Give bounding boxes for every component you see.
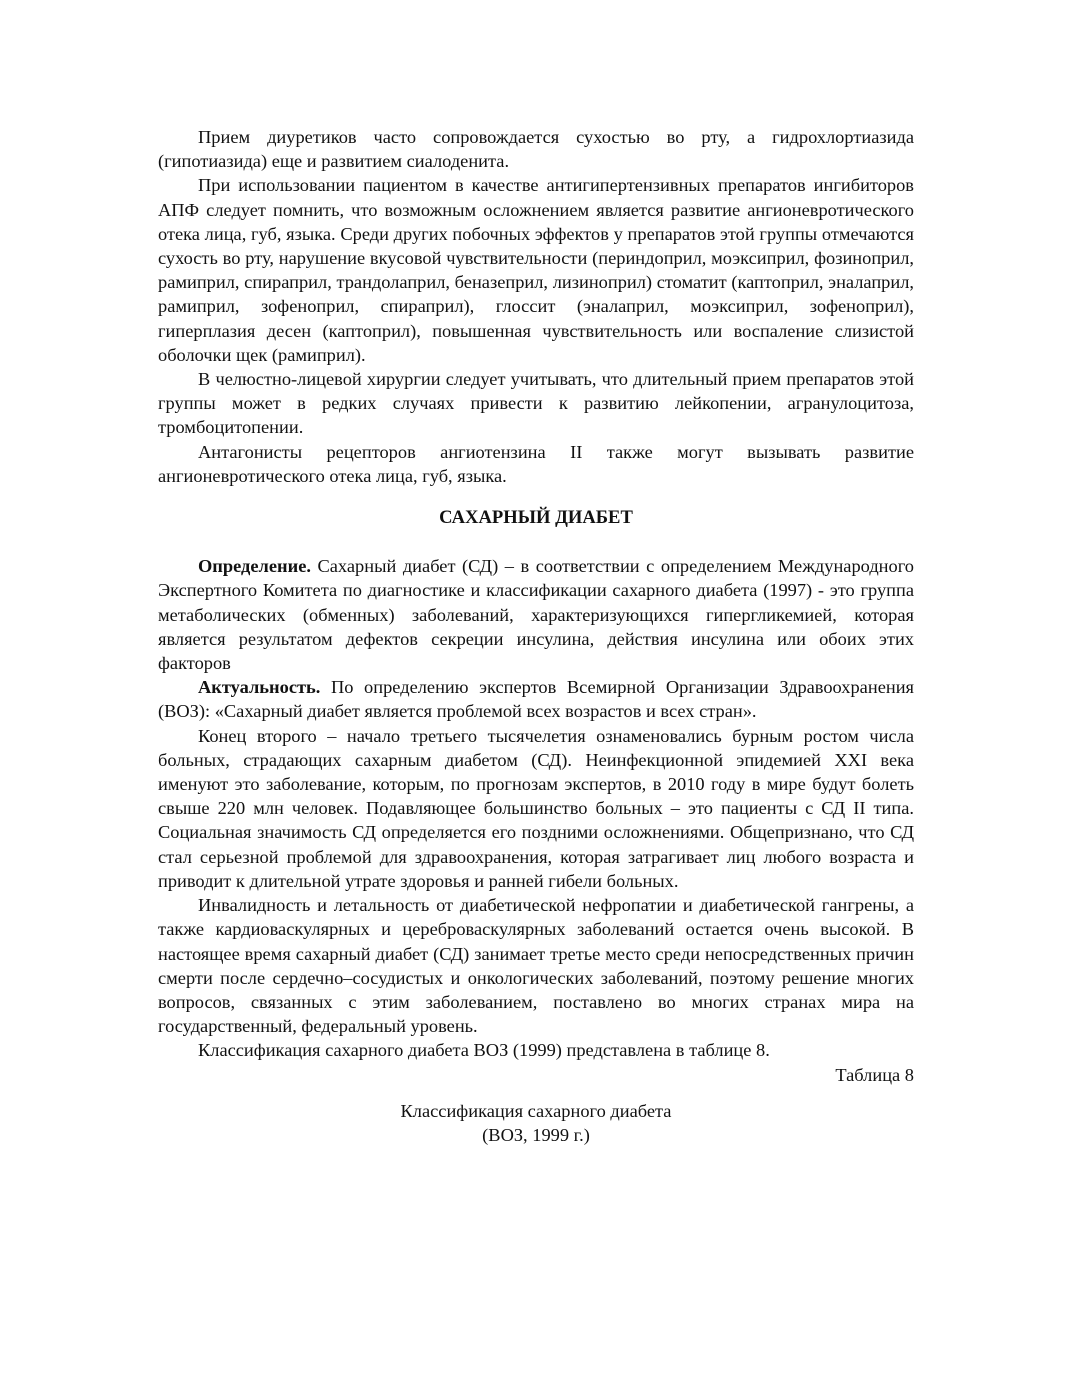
document-page: [158, 125, 914, 1147]
paragraph-classification-ref: Классификация сахарного диабета ВОЗ (1999) представлена в таблице 8.: [198, 1040, 770, 1061]
paragraph-maxillofacial-surgery: В челюстно-лицевой хирургии следует учитывать, что длительный прием препаратов этой группы может в редких случаях привести к развитию лейкопении, агранулоцитоза, тромбоцитопении.: [158, 369, 914, 438]
definition-text: Сахарный диабет (СД) – в соответствии с определением Международного Экспертного Комитета по диагностике и классификации сахарного диабета (1997) - это группа метаболических (обменных) заболеваний, характеризующихся гипергликемией, которая является результатом дефектов секреции инсулина, действия инсулина или обоих этих факторов: [158, 556, 914, 674]
table-caption-source: (ВОЗ, 1999 г.): [482, 1124, 590, 1145]
table-caption-title: Классификация сахарного диабета: [400, 1100, 672, 1121]
paragraph-relevance: [158, 675, 914, 723]
paragraph-angiotensin-antagonists: Антагонисты рецепторов ангиотензина II также могут вызывать развитие ангионевротического отека лица, губ, языка.: [158, 441, 914, 486]
paragraph-epidemiology: Конец второго – начало третьего тысячелетия ознаменовались бурным ростом числа больных, страдающих сахарным диабетом (СД). Неинфекционной эпидемией XXI века именуют это заболевание, которым, по прогнозам экспертов, в 2010 году в мире будут болеть свыше 220 млн человек. Подавляющее большинство больных – это пациенты с СД II типа. Социальная значимость СД определяется его поздними осложнениями. Общепризнано, что СД стал серьезной проблемой для здравоохранения, которая затрагивает лиц любого возраста и приводит к длительной утрате здоровья и ранней гибели больных.: [158, 725, 914, 891]
paragraph-ace-inhibitors: При использовании пациентом в качестве антигипертензивных препаратов ингибиторов АПФ следует помнить, что возможным осложнением является развитие ангионевротического отека лица, губ, языка. Среди других побочных эффектов у препаратов этой группы отмечаются сухость во рту, нарушение вкусовой чувствительности (периндоприл, моэксиприл, фозиноприл, рамиприл, спираприл, трандолаприл, беназеприл, лизиноприл) стоматит (каптоприл, эналаприл, рамиприл, зофеноприл, спираприл), глоссит (эналаприл, моэксиприл, зофеноприл), гиперплазия десен (каптоприл), повышенная чувствительность или воспаление слизистой оболочки щек (рамиприл).: [158, 175, 914, 365]
relevance-lead: Актуальность.: [198, 677, 321, 698]
paragraph-mortality: Инвалидность и летальность от диабетической нефропатии и диабетической гангрены, а также кардиоваскулярных и цереброваскулярных заболеваний остается очень высокой. В настоящее время сахарный диабет (СД) занимает третье место среди непосредственных причин смерти после сердечно–сосудистых и онкологических заболеваний, поэтому решение многих вопросов, связанных с этим заболеванием, поставлено во многих странах мира на государственный, федеральный уровень.: [158, 895, 914, 1037]
table-label: Таблица 8: [835, 1064, 914, 1085]
section-heading: САХАРНЫЙ ДИАБЕТ: [439, 507, 633, 529]
paragraph-definition: [158, 554, 914, 675]
definition-lead: Определение.: [198, 556, 311, 577]
relevance-text: По определению экспертов Всемирной Организации Здравоохранения (ВОЗ): «Сахарный диабет является проблемой всех возрастов и всех стран».: [158, 677, 914, 722]
paragraph-diuretics: Прием диуретиков часто сопровождается сухостью во рту, а гидрохлортиазида (гипотиазида) еще и развитием сиалоденита.: [158, 127, 914, 172]
table-caption: [158, 1087, 914, 1147]
